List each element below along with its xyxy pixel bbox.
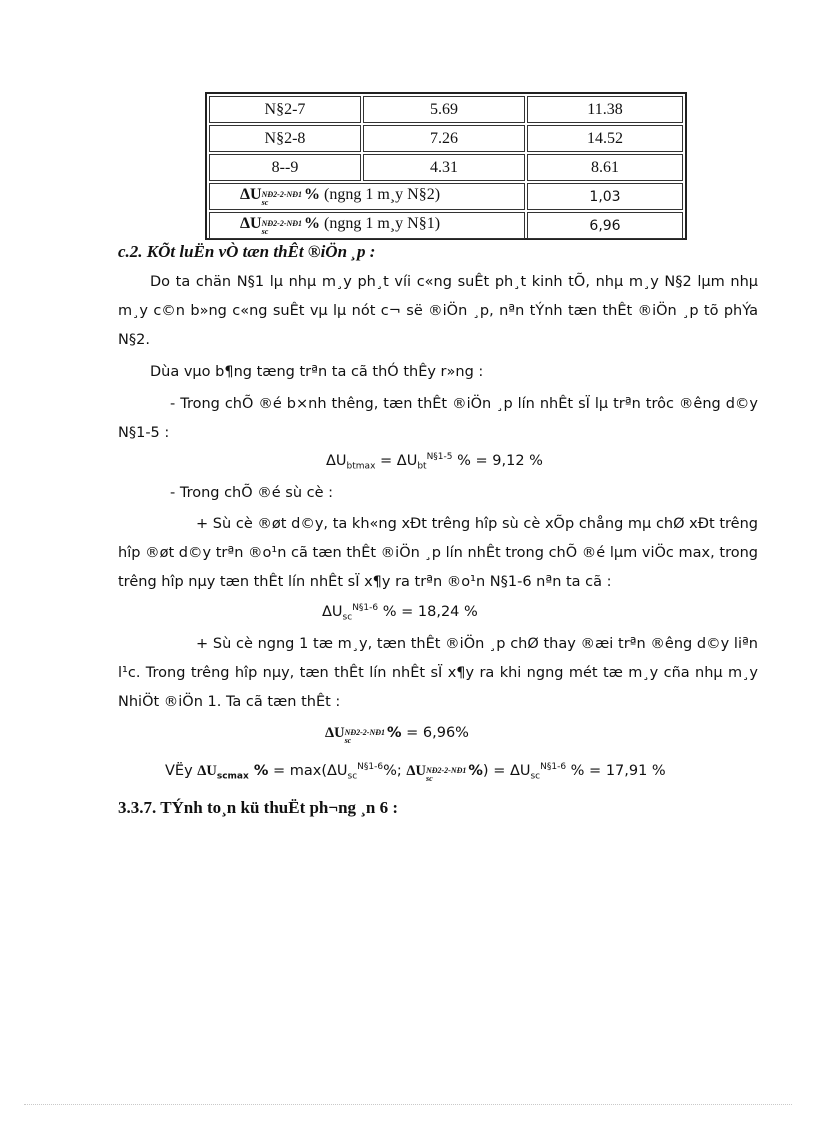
table-row bbox=[209, 125, 683, 152]
paragraph: + Sù cè ®øt d©y, ta kh«ng xÐt trêng hîp sù cè xÕp chång mµ chØ xÐt trêng hîp ®øt d©y trªn ®o¹n cã tæn thÊt ®iÖn ¸p lín nhÊt trong chÕ ®é lµm viÖc max, trong trêng hîp nµy tæn thÊt lín nhÊt sÏ x¶y ra trªn ®o¹n N§1-6 nªn ta cã : bbox=[118, 516, 758, 590]
table-cell: 8.61 bbox=[527, 154, 683, 181]
paragraph: - Trong chÕ ®é b×nh thêng, tæn thÊt ®iÖn ¸p lín nhÊt sÏ lµ trªn trôc ®êng d©y N§1-5 : bbox=[118, 396, 758, 441]
table-row bbox=[209, 183, 683, 210]
table-row bbox=[209, 96, 683, 123]
delta-u-symbol: ΔU NĐ2-2-NĐ1 sc bbox=[240, 215, 303, 236]
section-title: c.2. KÕt luËn vÒ tæn thÊt ®iÖn ¸p : bbox=[118, 242, 376, 261]
equation-scmax: VËy $\Delta U_{scmax}$ % = $\max(\Delta U_{sc}^{N\S 1-6}\%$; ΔU NĐ2-2-NĐ1 sc %) = $\Delta U_{sc}^{N\S 1-6}$ % = 17,91 % bbox=[165, 762, 666, 783]
paragraph: Do ta chän N§1 lµ nhµ m¸y ph¸t víi c«ng suÊt ph¸t kinh tÕ, nhµ m¸y N§2 lµm nhµ m¸y c©n b»ng c«ng suÊt vµ lµ nót c¬ së ®iÖn ¸p, nªn tÝnh tæn thÊt ®iÖn ¸p tõ phÝa N§2. bbox=[118, 274, 758, 348]
section-title-3-3-7: 3.3.7. TÝnh to¸n kü thuËt ph¬ng ¸n 6 : bbox=[118, 798, 399, 817]
table-cell: 1,03 bbox=[527, 183, 683, 210]
table-cell: 6,96 bbox=[527, 212, 683, 239]
formula-label: (ngng 1 m¸y N§2) bbox=[324, 186, 441, 203]
formula-label: (ngng 1 m¸y N§1) bbox=[324, 215, 441, 232]
delta-u-symbol: ΔU NĐ2-2-NĐ1 sc bbox=[325, 725, 385, 745]
delta-u-symbol: ΔU bbox=[197, 762, 217, 779]
table-cell: N§2-7 bbox=[209, 96, 361, 123]
equation-nd: ΔU NĐ2-2-NĐ1 sc % = 6,96% bbox=[325, 725, 469, 745]
table-cell: 14.52 bbox=[527, 125, 683, 152]
paragraph: - Trong chÕ ®é sù cè : bbox=[170, 485, 334, 501]
equation-sc: $\Delta U_{sc}^{N\S 1-6}$ % = 18,24 % bbox=[322, 603, 478, 623]
paragraph: Dùa vµo b¶ng tæng trªn ta cã thÓ thÊy r»ng : bbox=[150, 364, 484, 380]
table-cell: 8--9 bbox=[209, 154, 361, 181]
table-cell: 11.38 bbox=[527, 96, 683, 123]
delta-u-symbol: ΔU NĐ2-2-NĐ1 sc bbox=[240, 186, 303, 207]
table-row bbox=[209, 212, 683, 239]
equation-btmax: $\Delta U_{btmax} = \Delta U_{bt}^{N\S 1-5}$ % = 9,12 % bbox=[326, 452, 543, 472]
page-bottom-edge bbox=[24, 1104, 792, 1105]
table-formula-cell: ΔU NĐ2-2-NĐ1 sc % (ngng 1 m¸y N§2) bbox=[209, 183, 525, 210]
table-cell: 7.26 bbox=[363, 125, 525, 152]
table-formula-cell: ΔU NĐ2-2-NĐ1 sc % (ngng 1 m¸y N§1) bbox=[209, 212, 525, 239]
table-row bbox=[209, 154, 683, 181]
voltage-loss-table bbox=[205, 92, 687, 240]
table-cell: 4.31 bbox=[363, 154, 525, 181]
table-cell: 5.69 bbox=[363, 96, 525, 123]
table-cell: N§2-8 bbox=[209, 125, 361, 152]
delta-u-symbol: ΔU NĐ2-2-NĐ1 sc bbox=[406, 762, 467, 783]
paragraph: + Sù cè ngng 1 tæ m¸y, tæn thÊt ®iÖn ¸p chØ thay ®æi trªn ®êng d©y liªn l¹c. Trong trêng hîp nµy, tæn thÊt lín nhÊt sÏ x¶y ra khi ngng mét tæ m¸y cña nhµ m¸y NhiÖt ®iÖn 1. Ta cã tæn thÊt : bbox=[118, 636, 758, 710]
